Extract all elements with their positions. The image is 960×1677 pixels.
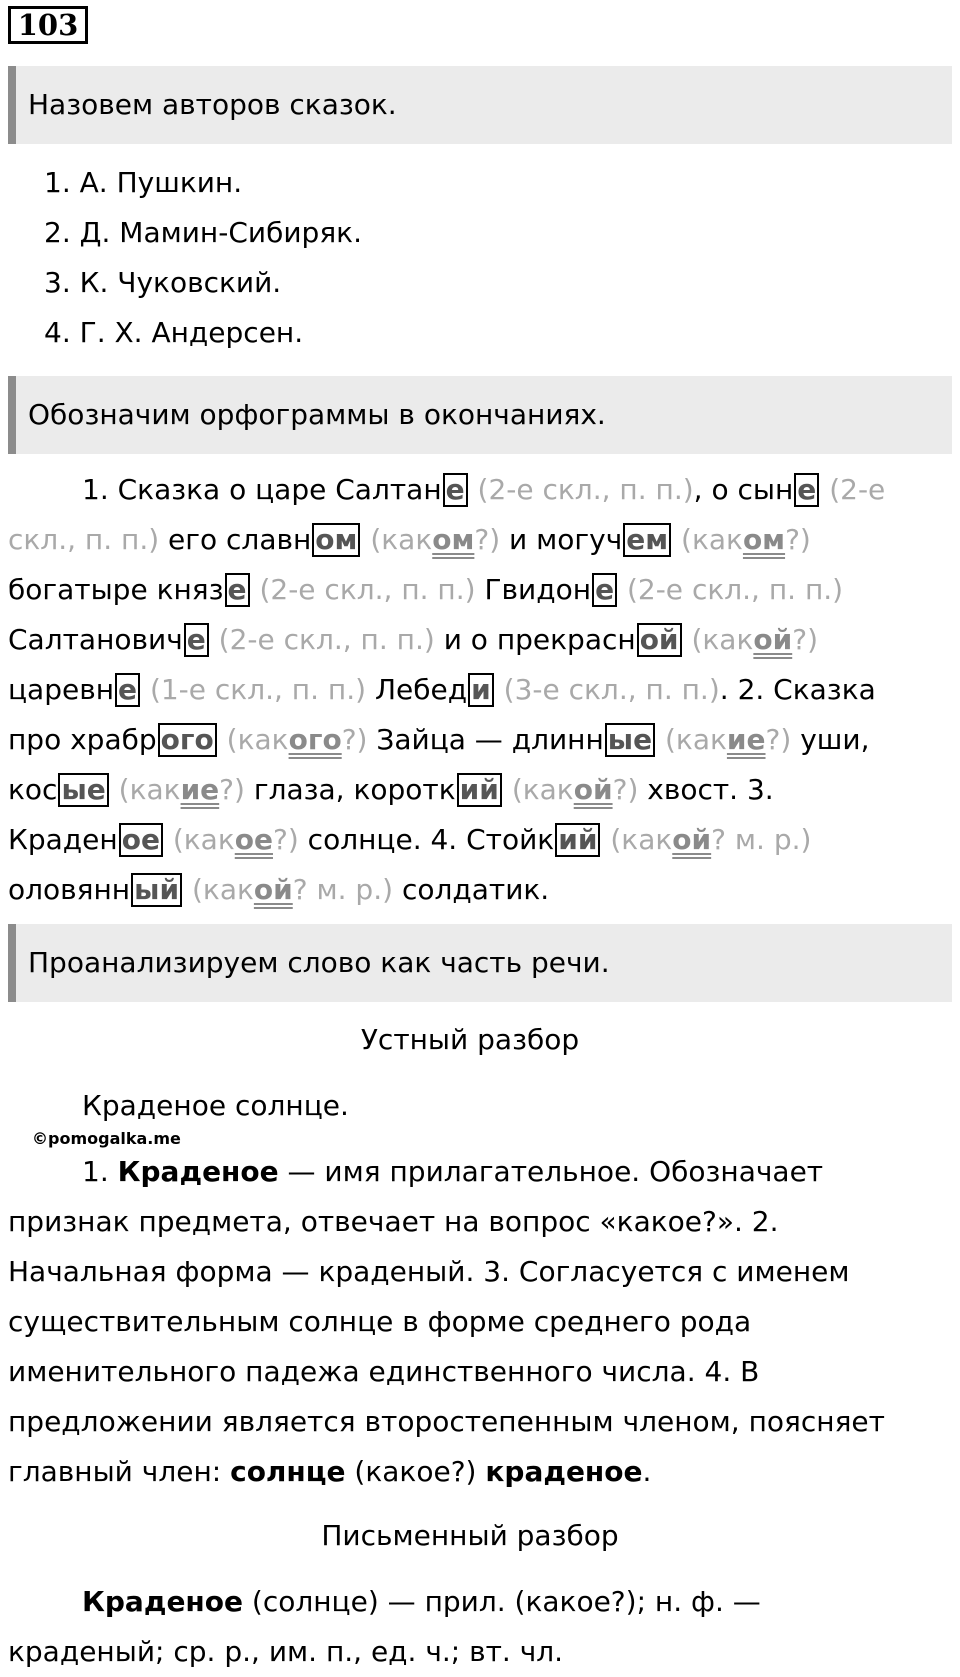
written-analysis-title: Письменный разбор — [321, 1519, 619, 1552]
ending-box: е — [794, 473, 819, 507]
oral-analysis-title: Устный разбор — [360, 1023, 580, 1056]
list-item: 3. К. Чуковский. — [44, 266, 282, 299]
orthogram-line-6: про храбр ого (какого?) Зайца — длинн ые (какие?) уши, — [8, 723, 870, 756]
ending-box: ый — [131, 873, 182, 907]
ending-box: ой — [637, 623, 682, 657]
ending-box: ые — [605, 723, 655, 757]
written-line-1: Краденое (солнце) — прил. (какое?); н. ф. — — [82, 1585, 761, 1618]
ending-box: ые — [58, 773, 108, 807]
analysis-line-5: именительного падежа единственного числа. 4. В — [8, 1355, 760, 1388]
ending-box: ий — [457, 773, 502, 807]
ending-box: ого — [158, 723, 217, 757]
orthogram-line-3: богатыре княз е (2-е скл., п. п.) Гвидон е (2-е скл., п. п.) — [8, 573, 844, 606]
authors-list — [44, 158, 362, 358]
ending-box: ем — [623, 523, 671, 557]
analysis-line-2: признак предмета, отвечает на вопрос «какое?». 2. — [8, 1205, 779, 1238]
orthogram-line-9: оловянн ый (какой? м. р.) солдатик. — [8, 873, 550, 906]
ending-box: е — [225, 573, 250, 607]
analysis-line-7: главный член: солнце (какое?) краденое. — [8, 1455, 652, 1488]
written-line-2: краденый; ср. р., им. п., ед. ч.; вт. чл. — [8, 1635, 564, 1668]
ending-box: ий — [555, 823, 600, 857]
ending-box: е — [184, 623, 209, 657]
analysis-line-3: Начальная форма — краденый. 3. Согласуется с именем — [8, 1255, 850, 1288]
ending-box: е — [592, 573, 617, 607]
list-item: 2. Д. Мамин-Сибиряк. — [44, 216, 362, 249]
ending-box: е — [115, 673, 140, 707]
section-heading-orthograms: Обозначим орфограммы в окончаниях. — [8, 376, 952, 454]
orthogram-line-5: царевн е (1-е скл., п. п.) Лебед и (3-е скл., п. п.). 2. Сказка — [8, 673, 876, 706]
list-item: 1. А. Пушкин. — [44, 166, 243, 199]
analysis-line-1: 1. Краденое — имя прилагательное. Обозначает — [82, 1155, 824, 1188]
section-heading-analysis: Проанализируем слово как часть речи. — [8, 924, 952, 1002]
orthogram-line-7: кос ые (какие?) глаза, коротк ий (какой?) хвост. 3. — [8, 773, 774, 806]
section-heading-authors: Назовем авторов сказок. — [8, 66, 952, 144]
list-item: 4. Г. Х. Андерсен. — [44, 316, 304, 349]
watermark: ©pomogalka.me — [32, 1129, 181, 1148]
analysis-line-4: существительным солнце в форме среднего рода — [8, 1305, 752, 1338]
orthogram-line-2: скл., п. п.) его славн ом (каком?) и могуч ем (каком?) — [8, 523, 811, 556]
analysis-line-6: предложении является второстепенным членом, поясняет — [8, 1405, 885, 1438]
ending-box: и — [468, 673, 494, 707]
analysis-phrase: Краденое солнце. — [82, 1089, 349, 1122]
orthogram-line-4: Салтанович е (2-е скл., п. п.) и о прекрасн ой (какой?) — [8, 623, 819, 656]
ending-box: е — [443, 473, 468, 507]
ending-box: ое — [119, 823, 163, 857]
ending-box: ом — [312, 523, 360, 557]
task-number: 103 — [8, 6, 88, 44]
orthogram-line-8: Краден ое (какое?) солнце. 4. Стойк ий (какой? м. р.) — [8, 823, 812, 856]
orthogram-line-1: 1. Сказка о царе Салтан е (2-е скл., п. п.), о сын е (2-е — [82, 473, 886, 506]
